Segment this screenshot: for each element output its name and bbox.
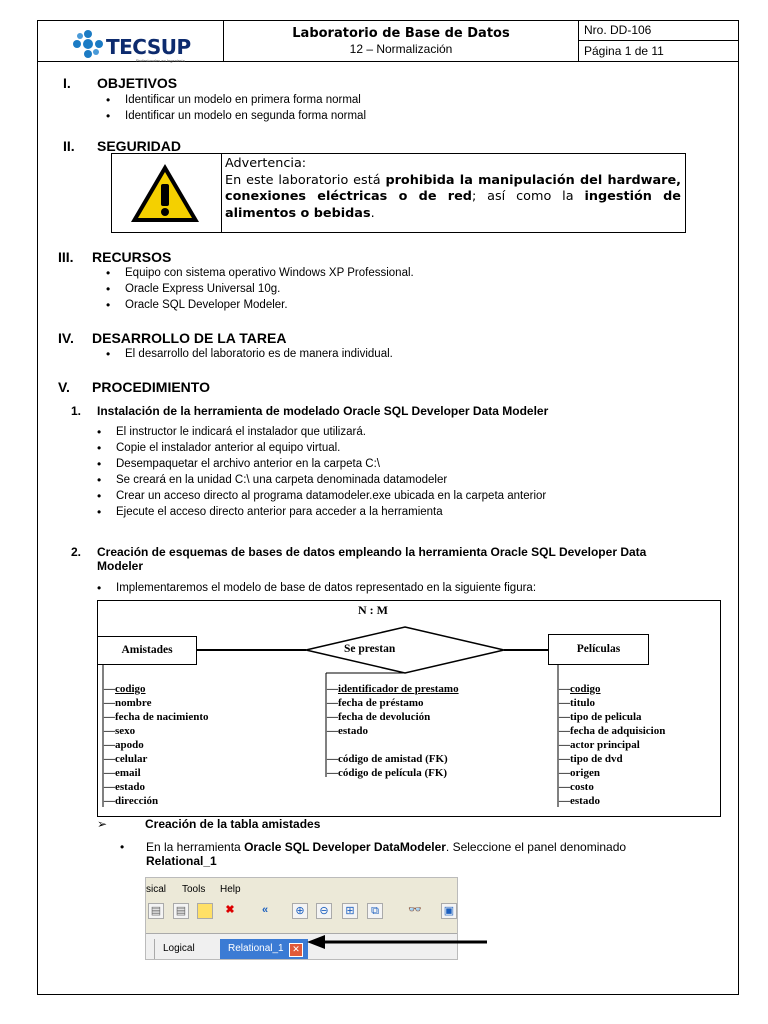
find-icon[interactable]: 👓	[408, 904, 422, 916]
step-title-text: Instalación de la herramienta de modelado Oracle SQL Developer Data Modeler	[97, 404, 549, 418]
amistades-attributes	[104, 682, 208, 808]
zoom-out-icon[interactable]: ⊖	[316, 903, 332, 919]
document-header	[37, 20, 739, 62]
list-item: • Implementaremos el modelo de base de datos representado en la siguiente figura:	[93, 580, 536, 596]
tab-relational[interactable]	[220, 939, 308, 959]
warning-text-3: .	[370, 205, 375, 221]
warning-box	[111, 153, 686, 233]
attribute: —estado	[327, 725, 368, 737]
close-icon[interactable]: ✕	[289, 943, 303, 957]
list-item: • Copie el instalador anterior al equipo virtual.	[93, 440, 546, 456]
list-item: • Identificar un modelo en primera forma normal	[102, 92, 366, 108]
er-diagram	[97, 600, 721, 817]
desarrollo-list	[102, 346, 393, 362]
list-item: • El desarrollo del laboratorio es de manera individual.	[102, 346, 393, 362]
list-item: • Oracle SQL Developer Modeler.	[102, 297, 414, 313]
list-item: • Se creará en la unidad C:\ una carpeta denominada datamodeler	[93, 472, 546, 488]
warning-bold-1: prohibida la manipulación del hardware, conexiones eléctricas o de red	[225, 172, 681, 204]
attribute: —código de amistad (FK)	[327, 753, 448, 765]
attribute: —estado	[559, 795, 600, 807]
tab-logical[interactable]: Logical	[154, 939, 203, 959]
relation-label: Se prestan	[344, 643, 396, 655]
entity-peliculas: Películas	[548, 634, 649, 665]
step-1-list	[93, 424, 546, 520]
bullet-icon: •	[120, 840, 125, 854]
section-seguridad	[63, 138, 181, 154]
pointer-arrow-icon	[307, 934, 487, 950]
list-item: • Ejecute el acceso directo anterior para acceder a la herramienta	[93, 504, 546, 520]
warning-text	[225, 156, 681, 222]
attribute: —tipo de dvd	[559, 753, 623, 765]
cardinality-label: N : M	[358, 603, 388, 617]
delete-icon[interactable]: ✖	[225, 904, 235, 916]
warning-triangle-icon	[129, 162, 201, 224]
attribute: —fecha de préstamo	[327, 697, 424, 709]
section-title: DESARROLLO DE LA TAREA	[92, 330, 287, 346]
warning-text-2: ; así como la	[471, 189, 585, 204]
section-number: IV.	[58, 330, 74, 346]
section-recursos	[58, 249, 171, 265]
menu-item-logical[interactable]: sical	[146, 884, 167, 895]
tecsup-logo-icon	[68, 29, 108, 59]
logo-text: TECSUP	[106, 35, 191, 59]
section-desarrollo	[58, 330, 286, 346]
warning-text-1: En este laboratorio está	[225, 172, 386, 188]
peliculas-attributes	[559, 682, 665, 808]
list-item: • Crear un acceso directo al programa datamodeler.exe ubicada en la carpeta anterior	[93, 488, 546, 504]
section-title: OBJETIVOS	[97, 75, 178, 91]
attribute: —tipo de pelicula	[559, 711, 642, 723]
section-number: III.	[58, 249, 74, 265]
subtask-text-post: . Seleccione el panel denominado	[445, 840, 627, 854]
subtask-title: Creación de la tabla amistades	[145, 817, 321, 831]
warning-icon-cell	[112, 154, 222, 232]
section-number: V.	[58, 379, 70, 395]
step-title-line2: Modeler	[97, 559, 144, 573]
document-number: Nro. DD-106	[578, 20, 739, 41]
attribute: —costo	[559, 781, 594, 793]
section-procedimiento	[58, 379, 210, 395]
document-subtitle: 12 – Normalización	[349, 42, 453, 56]
menu-item-tools[interactable]: Tools	[182, 884, 206, 895]
step-2-list	[93, 580, 536, 596]
section-title: RECURSOS	[92, 249, 172, 265]
recursos-list	[102, 265, 414, 313]
subtask-heading	[97, 817, 320, 831]
page-number: Página 1 de 11	[578, 40, 739, 62]
prestamo-attributes	[327, 682, 459, 780]
attribute: —identificador de prestamo	[327, 683, 459, 695]
entity-amistades: Amistades	[97, 636, 197, 665]
attribute: —nombre	[104, 697, 152, 709]
note-icon[interactable]	[197, 903, 213, 919]
attribute: —email	[104, 767, 141, 779]
list-item: • Desempaquetar el archivo anterior en la carpeta C:\	[93, 456, 546, 472]
title-cell	[223, 20, 579, 62]
logo-cell	[37, 20, 224, 62]
fit-screen-icon[interactable]: ⊞	[342, 903, 358, 919]
step-number: 2.	[71, 545, 82, 559]
attribute: —codigo	[104, 683, 146, 695]
list-item: • El instructor le indicará el instalador que utilizará.	[93, 424, 546, 440]
arrow-bullet-icon: ➢	[97, 817, 108, 831]
step-1-title	[71, 404, 548, 418]
print-icon[interactable]: ▤	[148, 903, 164, 919]
menu-item-help[interactable]: Help	[220, 884, 241, 895]
attribute: —estado	[104, 781, 145, 793]
properties-icon[interactable]: ▣	[441, 903, 457, 919]
section-number: I.	[63, 75, 71, 91]
document-title: Laboratorio de Base de Datos	[292, 26, 510, 41]
attribute: —titulo	[559, 697, 596, 709]
attribute: —origen	[559, 767, 600, 779]
warning-title: Advertencia:	[225, 156, 307, 171]
attribute: —código de película (FK)	[327, 767, 448, 779]
section-title: PROCEDIMIENTO	[92, 379, 210, 395]
list-item: • Equipo con sistema operativo Windows XP Professional.	[102, 265, 414, 281]
attribute: —fecha de nacimiento	[104, 711, 209, 723]
tab-relational-label: Relational_1	[228, 943, 284, 954]
back-icon[interactable]: «	[261, 904, 269, 916]
objetivos-list	[102, 92, 366, 124]
print-preview-icon[interactable]: ▤	[173, 903, 189, 919]
list-item: • Oracle Express Universal 10g.	[102, 281, 414, 297]
attribute: —dirección	[104, 795, 159, 807]
attribute: —apodo	[104, 739, 144, 751]
subtask-text-bold: Oracle SQL Developer DataModeler	[244, 840, 446, 854]
layout-icon[interactable]: ⧉	[367, 903, 383, 919]
attribute: —actor principal	[559, 739, 640, 751]
step-number: 1.	[71, 404, 82, 418]
attribute: —sexo	[104, 725, 136, 737]
section-objetivos	[63, 75, 177, 91]
section-number: II.	[63, 138, 75, 154]
step-title-line1: Creación de esquemas de bases de datos empleando la herramienta Oracle SQL Developer Data	[97, 545, 647, 559]
attribute: —fecha de devolución	[327, 711, 431, 723]
section-title: SEGURIDAD	[97, 138, 182, 154]
zoom-in-icon[interactable]: ⊕	[292, 903, 308, 919]
step-2-title	[71, 545, 646, 573]
attribute: —celular	[104, 753, 148, 765]
list-item: • Identificar un modelo en segunda forma normal	[102, 108, 366, 124]
attribute: —fecha de adquisicion	[559, 725, 666, 737]
warning-bold-2: ingestión de alimentos o bebidas	[225, 189, 681, 221]
subtask-text-pre: En la herramienta	[146, 840, 245, 854]
subtask-text-line2: Relational_1	[146, 854, 217, 868]
subtask-instruction	[120, 840, 720, 868]
attribute: —codigo	[559, 683, 601, 695]
logo-tagline: Profesionales en Ingeniería	[136, 58, 185, 63]
